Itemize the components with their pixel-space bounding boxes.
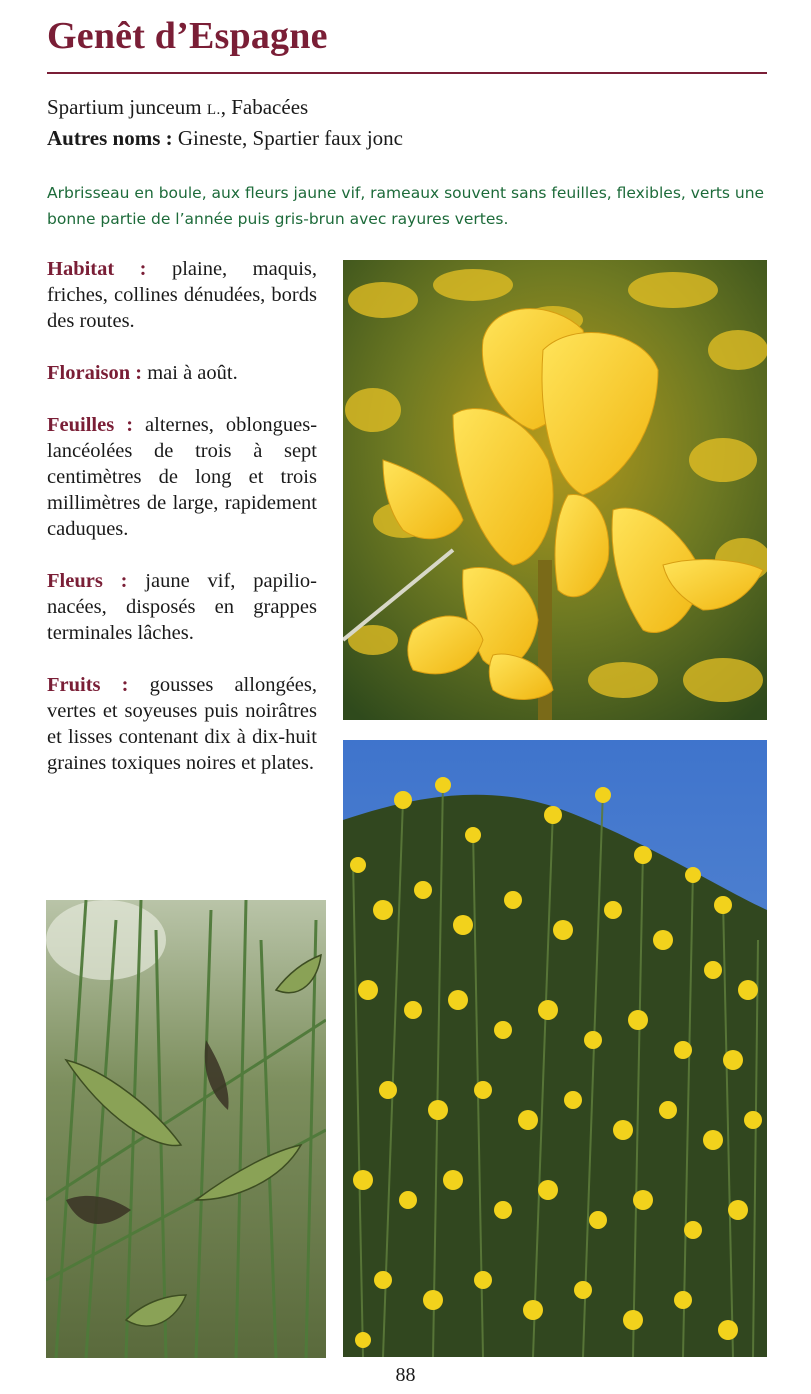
fleurs-text: jaune vif, papilionacées, disposés en grappes terminales lâches. (47, 570, 317, 644)
flower-closeup-photo (343, 260, 767, 720)
feuilles-text: alternes, oblongues-lancéolées de trois à sept centimètres de long et trois millimètres de large, rapidement caduques. (47, 414, 318, 540)
family-name: Fabacées (231, 95, 309, 119)
floraison-text: mai à août. (147, 362, 238, 384)
fruits-text: gousses allongées, vertes et soyeuses puis noirâtres et lisses contenant dix à dix-huit graines toxiques noires et plates. (47, 674, 317, 774)
fleurs-paragraph (47, 568, 317, 646)
page-title: Genêt d’Espagne (47, 15, 328, 57)
feuilles-label: Feuilles : (47, 414, 134, 436)
flowering-shrub-photo (343, 740, 767, 1357)
other-names-line (47, 126, 403, 151)
fruits-paragraph (47, 672, 317, 776)
habitat-label: Habitat : (47, 258, 147, 280)
habitat-text: plaine, maquis, friches, collines dénudées, bords des routes. (47, 258, 317, 332)
family-separator: , (220, 95, 232, 119)
fruits-label: Fruits : (47, 674, 129, 696)
habitat-paragraph (47, 256, 317, 334)
other-names-label: Autres noms : (47, 126, 173, 150)
seed-pods-photo (46, 900, 326, 1358)
intro-description: Arbrisseau en boule, aux fleurs jaune vif, rameaux souvent sans feuilles, flexibles, verts une bonne partie de l’année puis gris-brun avec rayures vertes. (47, 184, 765, 228)
title-rule (47, 72, 767, 74)
floraison-label: Floraison : (47, 362, 143, 384)
scientific-name: Spartium junceum (47, 95, 202, 119)
page-number: 88 (395, 1364, 416, 1386)
other-names-value: Gineste, Spartier faux jonc (177, 126, 403, 150)
floraison-paragraph (47, 360, 317, 386)
description-column (47, 256, 317, 802)
feuilles-paragraph (47, 412, 317, 542)
scientific-author: L. (206, 102, 221, 118)
fleurs-label: Fleurs : (47, 570, 128, 592)
scientific-name-line (47, 95, 308, 120)
